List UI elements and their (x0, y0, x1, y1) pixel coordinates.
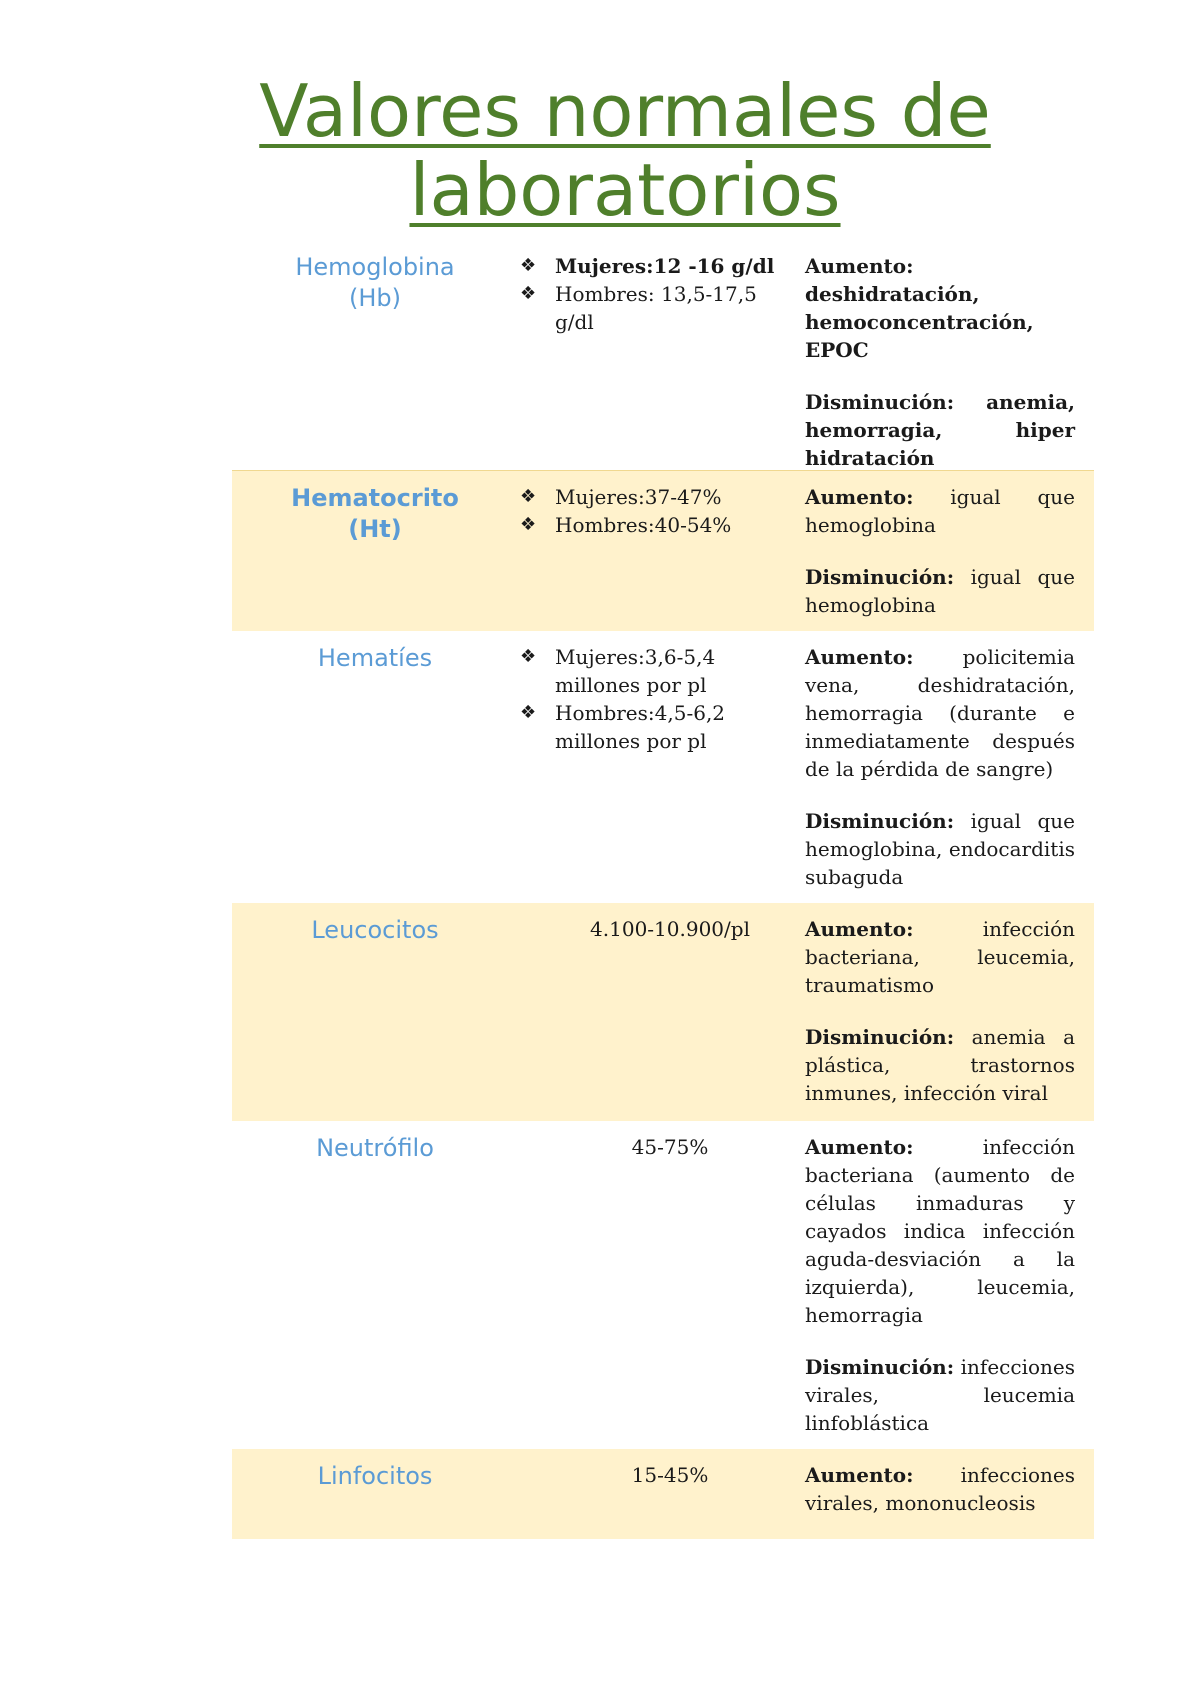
list-item: ❖ Hombres:4,5-6,2 millones por pl (510, 699, 785, 755)
decrease-note: Disminución: igual que hemoglobina, endocarditis subaguda (805, 809, 1076, 889)
clinical-notes-cell (805, 240, 1075, 470)
normal-values-cell (510, 1121, 785, 1449)
test-name-cell (232, 1121, 510, 1449)
test-name-cell (232, 240, 510, 470)
normal-values-cell (510, 471, 785, 631)
clinical-notes-cell (805, 1121, 1075, 1449)
clinical-notes-cell (805, 631, 1075, 903)
test-name-cell (232, 471, 510, 631)
title-line-1: Valores normales de (259, 69, 991, 153)
test-name: Leucocitos (311, 916, 439, 944)
increase-note: Aumento: infección bacteriana (aumento de células inmaduras y cayados indica infección aguda-desviación a la izquierda), leucemia, hemorragia (805, 1135, 1075, 1327)
list-item: ❖ Mujeres:12 -16 g/dl (510, 252, 785, 280)
clinical-notes-cell (805, 471, 1075, 631)
table-row-leucocitos (232, 903, 1094, 1121)
test-name: Neutrófilo (316, 1134, 434, 1162)
list-item: ❖ Hombres: 13,5-17,5 g/dl (510, 280, 785, 336)
normal-values-cell (510, 631, 785, 903)
increase-note: Aumento: policitemia vena, deshidratación, hemorragia (durante e inmediatamente después de la pérdida de sangre) (805, 645, 1075, 781)
test-name: Hematíes (317, 644, 433, 672)
list-item: ❖ Hombres:40-54% (510, 511, 785, 539)
decrease-note: Disminución: igual que hemoglobina (805, 565, 1076, 617)
list-item: ❖ Mujeres:3,6-5,4 millones por pl (510, 643, 785, 699)
normal-value: 4.100-10.900/pl (590, 917, 750, 941)
page-title (0, 69, 1200, 232)
increase-note: Aumento: infecciones virales, mononucleosis (805, 1463, 1075, 1515)
table-row-linfocitos (232, 1449, 1094, 1539)
normal-values-cell (510, 1449, 785, 1539)
table-row-hemoglobina (232, 240, 1094, 470)
table-row-neutrofilo (232, 1121, 1094, 1449)
clinical-notes-cell (805, 903, 1075, 1121)
clinical-notes-cell (805, 1449, 1075, 1539)
test-name: Linfocitos (317, 1462, 433, 1490)
test-name-cell (232, 903, 510, 1121)
increase-note: Aumento: igual que hemoglobina (805, 485, 1075, 537)
decrease-note: Disminución: anemia a plástica, trastornos inmunes, infección viral (805, 1025, 1075, 1105)
normal-values-cell (510, 903, 785, 1121)
increase-note: Aumento: infección bacteriana, leucemia, traumatismo (805, 917, 1075, 997)
normal-value: 45-75% (631, 1135, 709, 1159)
decrease-note: Disminución: anemia, hemorragia, hiper hidratación (805, 390, 1075, 470)
decrease-note: Disminución: infecciones virales, leucemia linfoblástica (805, 1355, 1075, 1435)
increase-note: Aumento: deshidratación, hemoconcentración, EPOC (805, 254, 1034, 362)
table-row-hematies (232, 631, 1094, 903)
test-name-cell (232, 631, 510, 903)
test-name: Hematocrito (Ht) (291, 484, 459, 543)
title-line-2: laboratorios (409, 148, 841, 232)
lab-values-table (232, 240, 1094, 1539)
table-row-hematocrito (232, 470, 1094, 631)
list-item: ❖ Mujeres:37-47% (510, 483, 785, 511)
test-name: Hemoglobina (Hb) (295, 253, 455, 312)
normal-values-cell (510, 240, 785, 470)
test-name-cell (232, 1449, 510, 1539)
normal-value: 15-45% (631, 1463, 709, 1487)
